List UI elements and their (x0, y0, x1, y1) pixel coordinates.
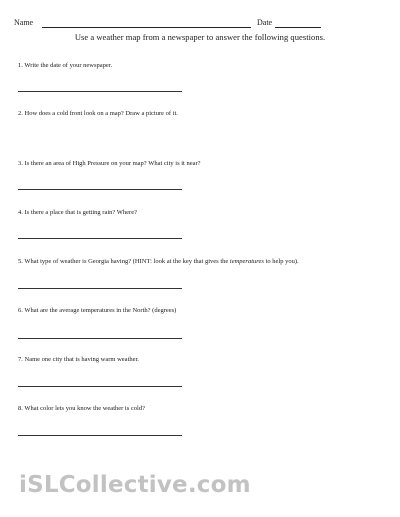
name-field-line[interactable] (42, 27, 251, 28)
question-6: 6. What are the average temperatures in the North? (degrees) (18, 307, 177, 314)
question-5 (18, 258, 388, 265)
question-1: 1. Write the date of your newspaper. (18, 62, 113, 69)
answer-line-6[interactable] (18, 338, 182, 339)
answer-line-3[interactable] (18, 189, 182, 190)
name-label: Name (14, 18, 34, 27)
answer-line-8[interactable] (18, 435, 182, 436)
instruction-heading: Use a weather map from a newspaper to answer the following questions. (74, 32, 326, 42)
answer-line-4[interactable] (18, 238, 182, 239)
question-3: 3. Is there an area of High Pressure on your map? What city is it near? (18, 160, 201, 167)
answer-line-5[interactable] (18, 288, 182, 289)
date-field-line[interactable] (275, 27, 321, 28)
question-5-text-before: 5. What type of weather is Georgia having? (HINT: look at the key that gives the (18, 258, 230, 265)
question-2: 2. How does a cold front look on a map? Draw a picture of it. (18, 110, 178, 117)
watermark-logo: iSLCollective.com (19, 472, 251, 498)
question-8: 8. What color lets you know the weather is cold? (18, 405, 145, 412)
question-5-italic: temperatures (229, 258, 264, 265)
question-4: 4. Is there a place that is getting rain? Where? (18, 209, 137, 216)
answer-line-7[interactable] (18, 386, 182, 387)
question-5-text-after: to help you). (263, 258, 299, 265)
header-row (14, 18, 386, 30)
date-label: Date (257, 18, 273, 27)
question-7: 7. Name one city that is having warm weather. (18, 356, 139, 363)
answer-line-1[interactable] (18, 91, 182, 92)
